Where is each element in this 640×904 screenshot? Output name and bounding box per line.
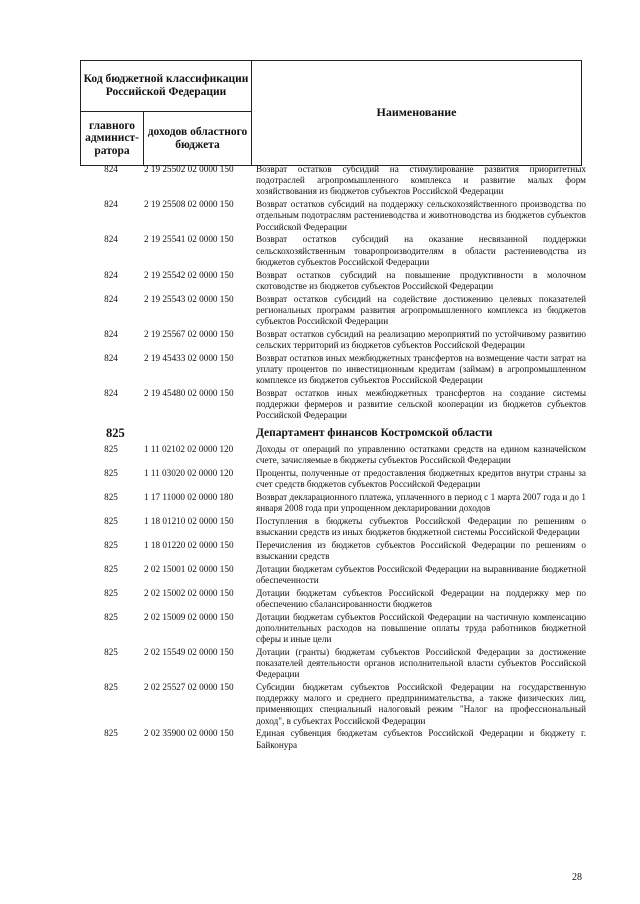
income-name: Проценты, полученные от предоставления бюджетных кредитов внутри страны за счет средств бюджетов субъектов Российской Федерации bbox=[256, 467, 586, 489]
admin-code: 825 bbox=[104, 467, 118, 478]
income-code: 1 11 02102 02 0000 120 bbox=[144, 443, 234, 454]
table-row bbox=[80, 540, 590, 562]
income-name: Возврат остатков субсидий на содействие достижению целевых показателей региональных программ развития агропромышленного комплекса из бюджетов субъектов Российской Федерации bbox=[256, 293, 586, 327]
table-row bbox=[80, 612, 590, 646]
income-code: 2 19 25543 02 0000 150 bbox=[144, 293, 234, 304]
admin-code: 825 bbox=[104, 682, 118, 693]
income-name: Дотации бюджетам субъектов Российской Федерации на выравнивание бюджетной обеспеченности bbox=[256, 563, 586, 585]
income-name: Возврат остатков иных межбюджетных трансфертов на создание системы поддержки фермеров и развитие сельской кооперации из бюджетов субъектов Российской Федерации bbox=[256, 388, 586, 421]
table-row bbox=[80, 516, 590, 538]
department-name: Департамент финансов Костромской области bbox=[256, 426, 493, 439]
income-code: 2 02 15001 02 0000 150 bbox=[144, 563, 234, 574]
admin-code: 824 bbox=[104, 164, 118, 174]
admin-code: 825 bbox=[104, 646, 118, 657]
income-code: 2 19 25567 02 0000 150 bbox=[144, 328, 234, 339]
table-row bbox=[80, 164, 590, 198]
header-admin: главного админист-ратора bbox=[85, 119, 139, 157]
table-row bbox=[80, 728, 590, 750]
income-code: 2 19 25541 02 0000 150 bbox=[144, 234, 234, 245]
income-name: Доходы от операций по управлению остатками средств на едином казначейском счете, зачисляемые в бюджеты субъектов Российской Федерации bbox=[256, 443, 586, 465]
table-row bbox=[80, 682, 590, 727]
table-row bbox=[80, 492, 590, 514]
table-row bbox=[80, 234, 590, 268]
table-row bbox=[80, 353, 590, 387]
income-code: 2 19 45480 02 0000 150 bbox=[144, 388, 234, 399]
header-code-group: Код бюджетной классификации Российской Федерации bbox=[83, 73, 249, 98]
income-code: 2 19 25502 02 0000 150 bbox=[144, 164, 234, 174]
income-code: 2 02 15009 02 0000 150 bbox=[144, 611, 234, 622]
table-row bbox=[80, 329, 590, 351]
income-code: 2 19 45433 02 0000 150 bbox=[144, 352, 234, 363]
income-code: 2 02 15549 02 0000 150 bbox=[144, 646, 234, 657]
admin-code: 825 bbox=[104, 611, 118, 622]
table-row bbox=[80, 444, 590, 466]
admin-code: 825 bbox=[104, 728, 118, 739]
department-admin-code: 825 bbox=[106, 425, 125, 440]
table-row bbox=[80, 199, 590, 233]
admin-code: 825 bbox=[104, 539, 118, 550]
table-body bbox=[80, 164, 590, 752]
income-name: Субсидии бюджетам субъектов Российской Федерации на государственную поддержку малого и среднего предпринимательства, а также физических лиц, применяющих специальный налоговый режим "Налог на профессиональный доход", в субъектах Российской Федерации bbox=[256, 682, 586, 726]
income-name: Возврат остатков субсидий на реализацию мероприятий по устойчивому развитию сельских территорий из бюджетов субъектов Российской Федерации bbox=[256, 328, 586, 351]
income-code: 1 11 03020 02 0000 120 bbox=[144, 467, 234, 478]
admin-code: 824 bbox=[104, 328, 118, 339]
admin-code: 824 bbox=[104, 293, 118, 304]
header-income: доходов областного бюджета bbox=[147, 125, 248, 151]
admin-code: 824 bbox=[104, 388, 118, 399]
income-name: Поступления в бюджеты субъектов Российской Федерации по решениям о взыскании средств из иных бюджетов бюджетной системы Российской Федерации bbox=[256, 515, 586, 537]
admin-code: 824 bbox=[104, 199, 118, 210]
table-row bbox=[80, 564, 590, 586]
income-code: 2 02 35900 02 0000 150 bbox=[144, 728, 234, 739]
admin-code: 824 bbox=[104, 352, 118, 363]
table-row bbox=[80, 388, 590, 422]
table-row bbox=[80, 294, 590, 328]
table-row bbox=[80, 647, 590, 681]
page-number: 28 bbox=[572, 872, 582, 883]
income-name: Возврат остатков субсидий на стимулирование развития приоритетных подотраслей агропромышленного комплекса и развитие малых форм хозяйствования из бюджетов субъектов Российской Федерации bbox=[256, 164, 586, 197]
income-code: 1 18 01210 02 0000 150 bbox=[144, 515, 234, 526]
income-code: 2 19 25508 02 0000 150 bbox=[144, 199, 234, 210]
table-row bbox=[80, 270, 590, 292]
admin-code: 825 bbox=[104, 443, 118, 454]
income-name: Единая субвенция бюджетам субъектов Российской Федерации и бюджету г. Байконура bbox=[256, 728, 586, 750]
admin-code: 824 bbox=[104, 234, 118, 245]
income-code: 1 17 11000 02 0000 180 bbox=[144, 491, 234, 502]
income-name: Возврат остатков субсидий на поддержку сельскохозяйственного производства по отдельным подотраслям растениеводства и животноводства из бюджетов субъектов Российской Федерации bbox=[256, 199, 586, 232]
income-code: 2 19 25542 02 0000 150 bbox=[144, 269, 234, 280]
admin-code: 825 bbox=[104, 515, 118, 526]
table-row bbox=[80, 468, 590, 490]
income-code: 1 18 01220 02 0000 150 bbox=[144, 539, 234, 550]
admin-code: 824 bbox=[104, 269, 118, 280]
income-name: Перечисления из бюджетов субъектов Российской Федерации по решениям о взыскании средств bbox=[256, 539, 586, 561]
admin-code: 825 bbox=[104, 563, 118, 574]
admin-code: 825 bbox=[104, 491, 118, 502]
income-name: Дотации бюджетам субъектов Российской Федерации на частичную компенсацию дополнительных расходов на повышение оплаты труда работников бюджетной сферы и иные цели bbox=[256, 611, 586, 645]
income-name: Возврат остатков иных межбюджетных трансфертов на возмещение части затрат на уплату процентов по инвестиционным кредитам (займам) в агропромышленном комплексе из бюджетов субъектов Российской Федерации bbox=[256, 352, 586, 386]
admin-code: 825 bbox=[104, 587, 118, 598]
income-code: 2 02 25527 02 0000 150 bbox=[144, 682, 234, 693]
income-name: Возврат остатков субсидий на повышение продуктивности в молочном скотоводстве из бюджетов субъектов Российской Федерации bbox=[256, 269, 586, 291]
income-code: 2 02 15002 02 0000 150 bbox=[144, 587, 234, 598]
income-name: Возврат остатков субсидий на оказание несвязанной поддержки сельскохозяйственным товаропроизводителям в области растениеводства из бюджетов субъектов Российской Федерации bbox=[256, 234, 586, 267]
table-row bbox=[80, 588, 590, 610]
department-row bbox=[80, 426, 590, 440]
income-name: Возврат декларационного платежа, уплаченного в период с 1 марта 2007 года и до 1 января 2008 года при упрощенном декларировании доходов bbox=[256, 491, 586, 513]
income-name: Дотации (гранты) бюджетам субъектов Российской Федерации за достижение показателей деятельности органов исполнительной власти субъектов Российской Федерации bbox=[256, 646, 586, 680]
table-header bbox=[80, 60, 582, 166]
header-name: Наименование bbox=[376, 105, 457, 120]
income-name: Дотации бюджетам субъектов Российской Федерации на поддержку мер по обеспечению сбалансированности бюджетов bbox=[256, 587, 586, 609]
